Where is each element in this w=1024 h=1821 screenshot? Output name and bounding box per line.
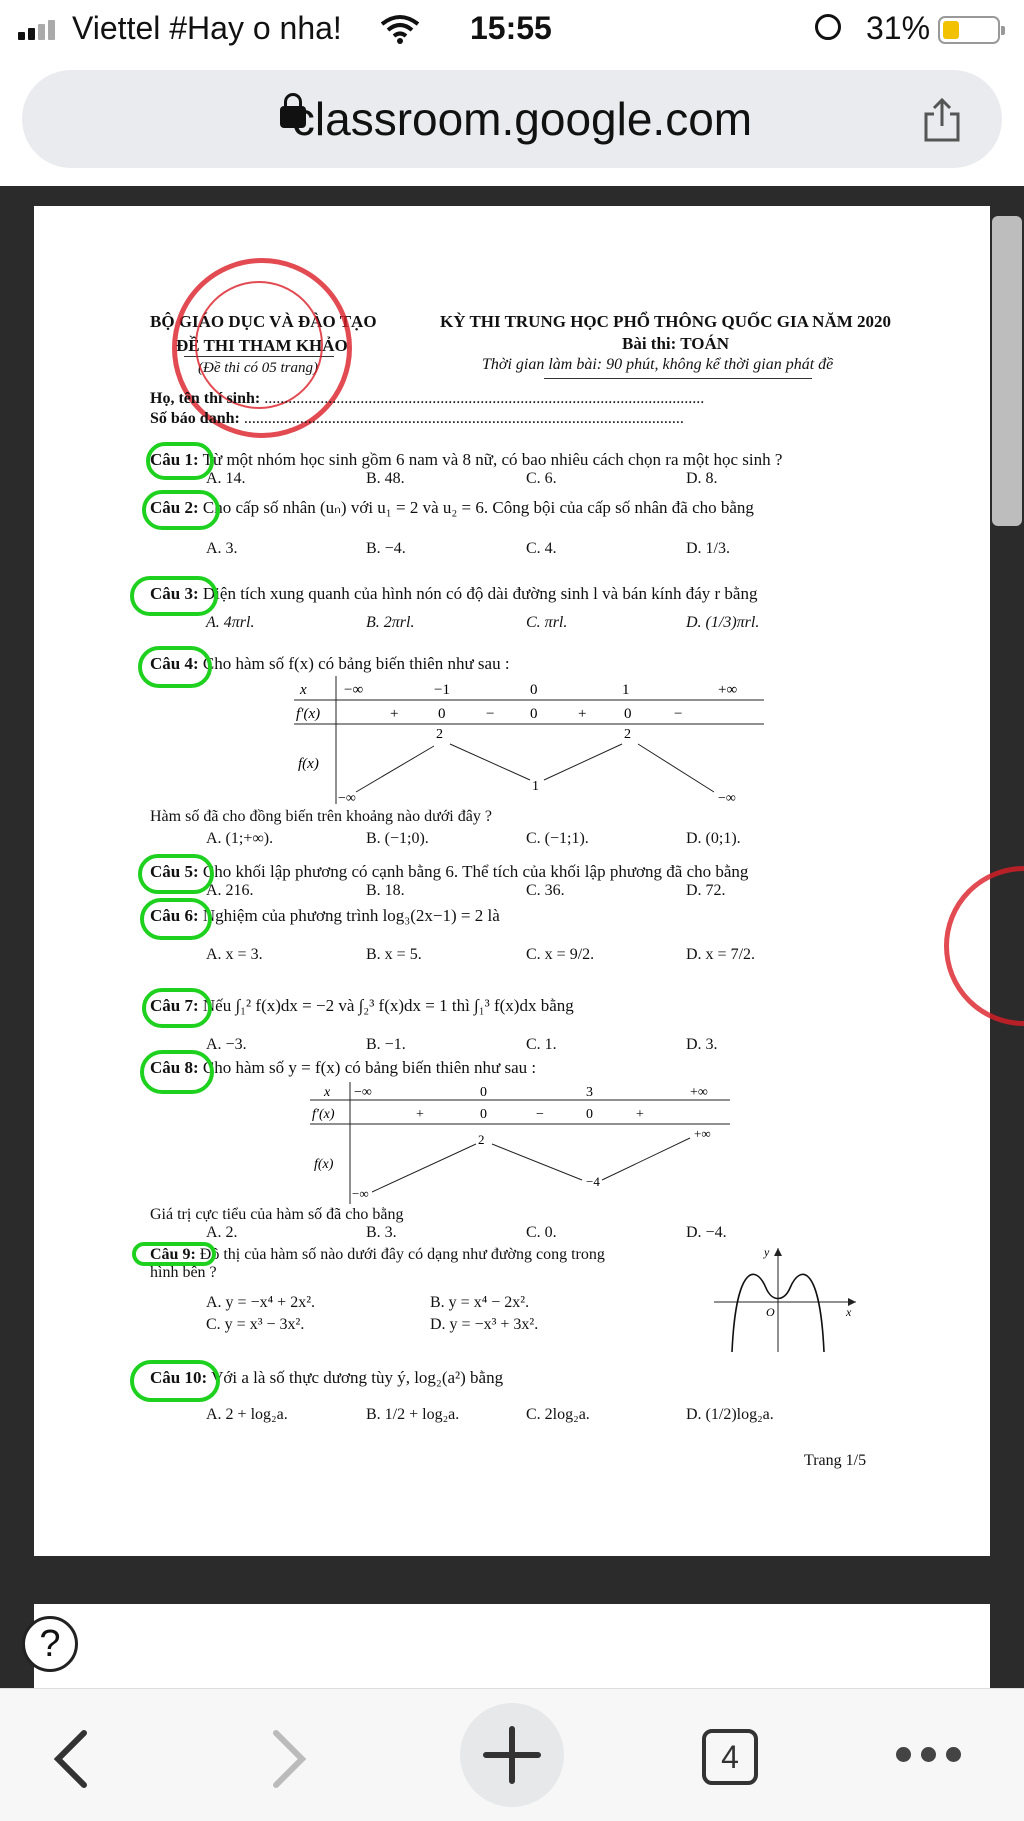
t8-x-1: 0 [480, 1085, 487, 1100]
graph-x-label: x [846, 1305, 852, 1319]
url-text[interactable]: classroom.google.com [291, 93, 753, 145]
q4-followup: Hàm số đã cho đồng biến trên khoảng nào dưới đây ? [150, 808, 492, 825]
green-circle-q1 [146, 442, 214, 480]
battery-fill [943, 21, 959, 39]
t8-fp-4: + [636, 1107, 644, 1122]
q4-option-c: C. (−1;1). [526, 830, 589, 847]
q3-option-c: C. πrl. [526, 614, 568, 631]
t8-x-3: +∞ [690, 1085, 708, 1100]
more-menu-icon[interactable] [896, 1747, 971, 1767]
q7-option-c: C. 1. [526, 1036, 557, 1053]
question-6: Câu 6: Nghiệm của phương trình log₃(2x−1) = 2 là [150, 906, 500, 925]
t8-f-3: +∞ [694, 1126, 711, 1141]
clock: 15:55 [470, 10, 552, 46]
candidate-id-label: Số báo danh: .............................................................................................................. [150, 410, 684, 427]
back-icon[interactable] [50, 1729, 90, 1789]
variation-table-q8 [310, 1082, 750, 1206]
q9-option-a: A. y = −x⁴ + 2x². [206, 1294, 315, 1311]
q1-option-d: D. 8. [686, 470, 718, 487]
q9-option-d: D. y = −x³ + 3x². [430, 1316, 539, 1333]
graph-origin-label: O [766, 1305, 775, 1319]
q1-option-a: A. 14. [206, 470, 246, 487]
exam-subject: Bài thi: TOÁN [622, 334, 730, 353]
green-circle-q4 [138, 646, 212, 688]
t8-f-label: f(x) [314, 1157, 334, 1172]
pdf-page [34, 206, 990, 1556]
q3-option-b: B. 2πrl. [366, 614, 415, 631]
q4-option-b: B. (−1;0). [366, 830, 429, 847]
q9-graph [710, 1244, 860, 1354]
q5-option-b: B. 18. [366, 882, 405, 899]
variation-table-q4 [294, 676, 774, 806]
question-10: Câu 10: Với a là số thực dương tùy ý, log₂(a²) bằng [150, 1368, 504, 1387]
pdf-page-2 [34, 1604, 990, 1694]
t8-fp-label: f′(x) [312, 1107, 335, 1122]
t8-f-0: −∞ [352, 1186, 369, 1201]
q9-option-c: C. y = x³ − 3x². [206, 1316, 305, 1333]
q5-option-c: C. 36. [526, 882, 565, 899]
status-bar [0, 0, 1024, 58]
t4-f-3: 2 [624, 727, 631, 742]
q10-option-b: B. 1/2 + log₂a. [366, 1406, 460, 1423]
candidate-name-label: Họ, tên thí sinh: .............................................................................................................. [150, 390, 705, 407]
question-2: Câu 2: Cho cấp số nhân (uₙ) với u₁ = 2 và u₂ = 6. Công bội của cấp số nhân đã cho bằng [150, 498, 754, 517]
t4-x-0: −∞ [344, 682, 364, 698]
pages-note: (Đề thi có 05 trang) [198, 360, 318, 376]
carrier-name: Viettel #Hay o nha! [72, 10, 342, 46]
t4-x-1: −1 [434, 682, 450, 698]
scrollbar[interactable] [992, 216, 1022, 526]
ministry-name: BỘ GIÁO DỤC VÀ ĐÀO TẠO [150, 312, 377, 331]
question-1: Câu 1: Từ một nhóm học sinh gồm 6 nam và 8 nữ, có bao nhiêu cách chọn ra một học sinh ? [150, 450, 783, 469]
q6-option-c: C. x = 9/2. [526, 946, 595, 963]
q1-option-b: B. 48. [366, 470, 405, 487]
q5-option-d: D. 72. [686, 882, 726, 899]
t4-x-4: +∞ [718, 682, 738, 698]
t8-fp-3: 0 [586, 1107, 593, 1122]
t4-f-4: −∞ [718, 791, 736, 806]
q2-option-c: C. 4. [526, 540, 557, 557]
t8-fp-2: − [536, 1107, 544, 1122]
q5-option-a: A. 216. [206, 882, 254, 899]
q2-option-a: A. 3. [206, 540, 238, 557]
t4-fp-0: + [390, 706, 399, 722]
t4-f-2: 1 [532, 779, 539, 794]
q3-option-a: A. 4πrl. [206, 614, 255, 631]
battery-icon [938, 16, 1000, 44]
tab-switcher-button[interactable]: 4 [702, 1729, 758, 1785]
question-4: Câu 4: Cho hàm số f(x) có bảng biến thiên như sau : [150, 654, 510, 673]
q2-option-b: B. −4. [366, 540, 406, 557]
new-tab-button[interactable] [460, 1703, 564, 1807]
q4-option-d: D. (0;1). [686, 830, 741, 847]
t4-x-3: 1 [622, 682, 630, 698]
t4-fp-1: 0 [438, 706, 446, 722]
q6-option-a: A. x = 3. [206, 946, 263, 963]
q3-option-d: D. (1/3)πrl. [686, 614, 760, 631]
q7-option-b: B. −1. [366, 1036, 406, 1053]
doc-type: ĐỀ THI THAM KHẢO [176, 336, 348, 355]
q9-option-b: B. y = x⁴ − 2x². [430, 1294, 530, 1311]
q7-option-a: A. −3. [206, 1036, 247, 1053]
green-circle-q9 [132, 1242, 216, 1266]
t8-x-label: x [324, 1085, 331, 1100]
question-7: Câu 7: Nếu ∫₁² f(x)dx = −2 và ∫₂³ f(x)dx = 1 thì ∫₁³ f(x)dx bằng [150, 996, 574, 1015]
question-9: Câu 9: Đồ thị của hàm số nào dưới đây có dạng như đường cong trong [150, 1246, 605, 1263]
q4-option-a: A. (1;+∞). [206, 830, 274, 847]
q2-option-d: D. 1/3. [686, 540, 730, 557]
t8-fp-0: + [416, 1107, 424, 1122]
green-circle-q7 [142, 988, 212, 1028]
green-circle-q10 [130, 1360, 220, 1402]
q8-followup: Giá trị cực tiểu của hàm số đã cho bằng [150, 1206, 404, 1223]
question-5: Câu 5: Cho khối lập phương có cạnh bằng 6. Thể tích của khối lập phương đã cho bằng [150, 862, 749, 881]
t4-fp-4: + [578, 706, 587, 722]
green-circle-q8 [140, 1050, 214, 1094]
seal-fragment [940, 866, 1024, 1026]
t4-f-label: f(x) [298, 756, 319, 772]
green-circle-q3 [130, 576, 218, 616]
t8-x-0: −∞ [354, 1085, 372, 1100]
signal-icon [18, 20, 58, 40]
q6-option-d: D. x = 7/2. [686, 946, 756, 963]
battery-percent: 31% [866, 10, 931, 46]
q8-option-b: B. 3. [366, 1224, 397, 1241]
q6-option-b: B. x = 5. [366, 946, 422, 963]
t4-fp-5: 0 [624, 706, 632, 722]
t4-fp-label: f′(x) [296, 706, 321, 722]
t8-x-2: 3 [586, 1085, 593, 1100]
rotation-lock-icon [815, 14, 841, 40]
q1-option-c: C. 6. [526, 470, 557, 487]
q10-option-c: C. 2log₂a. [526, 1406, 590, 1423]
graph-y-label: y [764, 1245, 770, 1259]
exam-title: KỲ THI TRUNG HỌC PHỔ THÔNG QUỐC GIA NĂM 2020 [440, 312, 892, 331]
q10-option-d: D. (1/2)log₂a. [686, 1406, 774, 1423]
t4-fp-2: − [486, 706, 495, 722]
help-icon[interactable]: ? [22, 1616, 78, 1672]
plus-icon [482, 1725, 542, 1785]
wifi-icon [380, 14, 420, 44]
t4-f-1: 2 [436, 727, 443, 742]
t8-f-1: 2 [478, 1132, 485, 1147]
q7-option-d: D. 3. [686, 1036, 718, 1053]
t4-fp-3: 0 [530, 706, 538, 722]
t4-x-label: x [300, 682, 307, 698]
t4-x-2: 0 [530, 682, 538, 698]
question-3: Câu 3: Diện tích xung quanh của hình nón có độ dài đường sinh l và bán kính đáy r bằng [150, 584, 758, 603]
q8-option-a: A. 2. [206, 1224, 238, 1241]
green-circle-q2 [142, 490, 220, 530]
q10-option-a: A. 2 + log₂a. [206, 1406, 288, 1423]
question-9-line2: hình bên ? [150, 1264, 217, 1281]
document-viewer[interactable] [0, 186, 1024, 1688]
exam-duration: Thời gian làm bài: 90 phút, không kể thời gian phát đề [482, 356, 834, 373]
green-circle-q5 [138, 854, 214, 894]
q8-option-c: C. 0. [526, 1224, 557, 1241]
t4-f-0: −∞ [338, 791, 356, 806]
browser-toolbar [0, 1688, 1024, 1821]
page-footer: Trang 1/5 [804, 1452, 867, 1469]
forward-icon[interactable] [270, 1729, 310, 1789]
t8-fp-1: 0 [480, 1107, 487, 1122]
question-8: Câu 8: Cho hàm số y = f(x) có bảng biến thiên như sau : [150, 1058, 537, 1077]
t4-fp-6: − [674, 706, 683, 722]
t8-f-2: −4 [586, 1174, 600, 1189]
share-icon[interactable] [922, 98, 962, 142]
address-bar[interactable] [22, 70, 1002, 168]
green-circle-q6 [140, 898, 212, 940]
q8-option-d: D. −4. [686, 1224, 727, 1241]
